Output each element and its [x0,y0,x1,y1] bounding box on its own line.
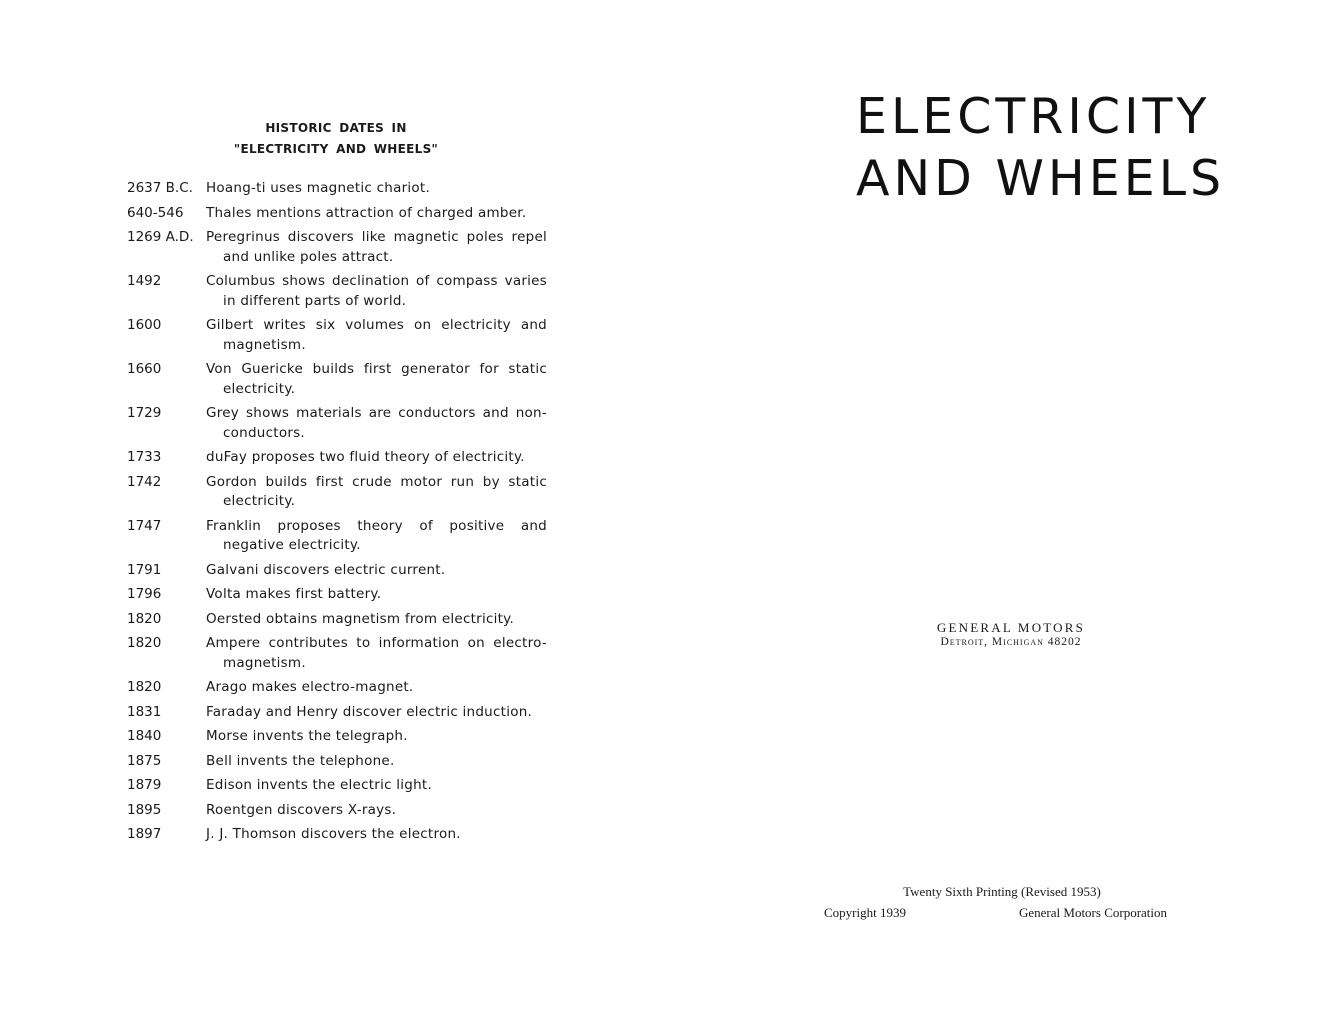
timeline-entry [127,703,547,723]
timeline-entry [127,179,547,199]
timeline-entry [127,801,547,821]
timeline-event: J. J. Thomson discovers the electron. [206,826,461,842]
timeline-entry [127,585,547,605]
timeline-entry [127,448,547,468]
timeline-event: Bell invents the telephone. [206,752,395,769]
timeline-event: Franklin proposes theory of positive and negative electricity. [206,517,547,553]
timeline-entry [127,316,547,355]
timeline-entry [127,517,547,556]
timeline-year: 1820 [127,610,162,627]
timeline-year: 1820 [127,635,162,651]
historic-dates-heading-line1: HISTORIC DATES IN [265,121,407,135]
timeline-entry [127,204,547,224]
timeline-year: 1820 [127,679,162,695]
book-title [856,86,1225,210]
timeline-event: Thales mentions attraction of charged amber. [206,204,527,221]
timeline-year: 2637 B.C. [127,180,193,196]
timeline-entry [127,678,547,698]
book-title-line1: ELECTRICITY [856,88,1211,145]
timeline-year: 640-546 [127,204,184,221]
timeline-event: Galvani discovers electric current. [206,561,446,578]
timeline-list [127,179,547,850]
corporation-name: General Motors Corporation [1019,905,1168,920]
timeline-entry [127,825,547,845]
timeline-year: 1600 [127,317,162,333]
timeline-event: Faraday and Henry discover electric induction. [206,703,533,720]
timeline-event: Morse invents the telegraph. [206,728,408,744]
timeline-entry [127,610,547,630]
timeline-entry [127,752,547,772]
publisher-location: Detroit, Michigan 48202 [940,636,1082,648]
timeline-entry [127,561,547,581]
timeline-entry [127,360,547,399]
timeline-year: 1796 [127,586,162,602]
publisher-name: GENERAL MOTORS [936,620,1086,635]
publisher-block [906,620,1116,649]
copyright-notice: Copyright 1939 [824,905,906,920]
book-title-line2: AND WHEELS [856,150,1226,207]
timeline-year: 1791 [127,561,162,578]
timeline-year: 1879 [127,777,162,793]
timeline-event: Hoang-ti uses magnetic chariot. [206,180,430,196]
timeline-entry [127,473,547,512]
timeline-year: 1840 [127,728,162,744]
timeline-entry [127,228,547,267]
timeline-year: 1895 [127,801,162,818]
timeline-event: Gilbert writes six volumes on electricity and magnetism. [206,317,547,353]
right-page [666,0,1332,1020]
timeline-event: Oersted obtains magnetism from electricity. [206,610,515,627]
timeline-year: 1660 [127,361,162,377]
timeline-year: 1897 [127,826,162,842]
timeline-event: duFay proposes two fluid theory of electricity. [206,449,525,465]
timeline-event: Gordon builds first crude motor run by static electricity. [206,473,547,509]
timeline-year: 1742 [127,473,162,490]
timeline-year: 1747 [127,517,162,534]
timeline-entry [127,634,547,673]
timeline-event: Roentgen discovers X-rays. [206,801,397,818]
timeline-year: 1729 [127,405,162,421]
timeline-event: Grey shows materials are conductors and non-conductors. [206,405,547,441]
timeline-entry [127,404,547,443]
timeline-year: 1831 [127,703,162,720]
timeline-event: Volta makes first battery. [206,586,382,602]
timeline-entry [127,272,547,311]
historic-dates-heading-line2: "ELECTRICITY AND WHEELS" [233,142,439,156]
timeline-entry [127,727,547,747]
timeline-year: 1875 [127,752,162,769]
timeline-year: 1269 A.D. [127,229,194,245]
timeline-event: Edison invents the electric light. [206,777,433,793]
timeline-event: Ampere contributes to information on electro-magnetism. [206,635,547,671]
timeline-event: Columbus shows declination of compass varies in different parts of world. [206,273,547,309]
timeline-year: 1733 [127,449,162,465]
historic-dates-heading [200,118,472,160]
timeline-entry [127,776,547,796]
timeline-event: Arago makes electro-magnet. [206,679,414,695]
timeline-year: 1492 [127,273,162,289]
timeline-event: Peregrinus discovers like magnetic poles repel and unlike poles attract. [206,229,547,265]
timeline-event: Von Guericke builds first generator for static electricity. [206,361,547,397]
printing-info: Twenty Sixth Printing (Revised 1953) [903,884,1101,899]
